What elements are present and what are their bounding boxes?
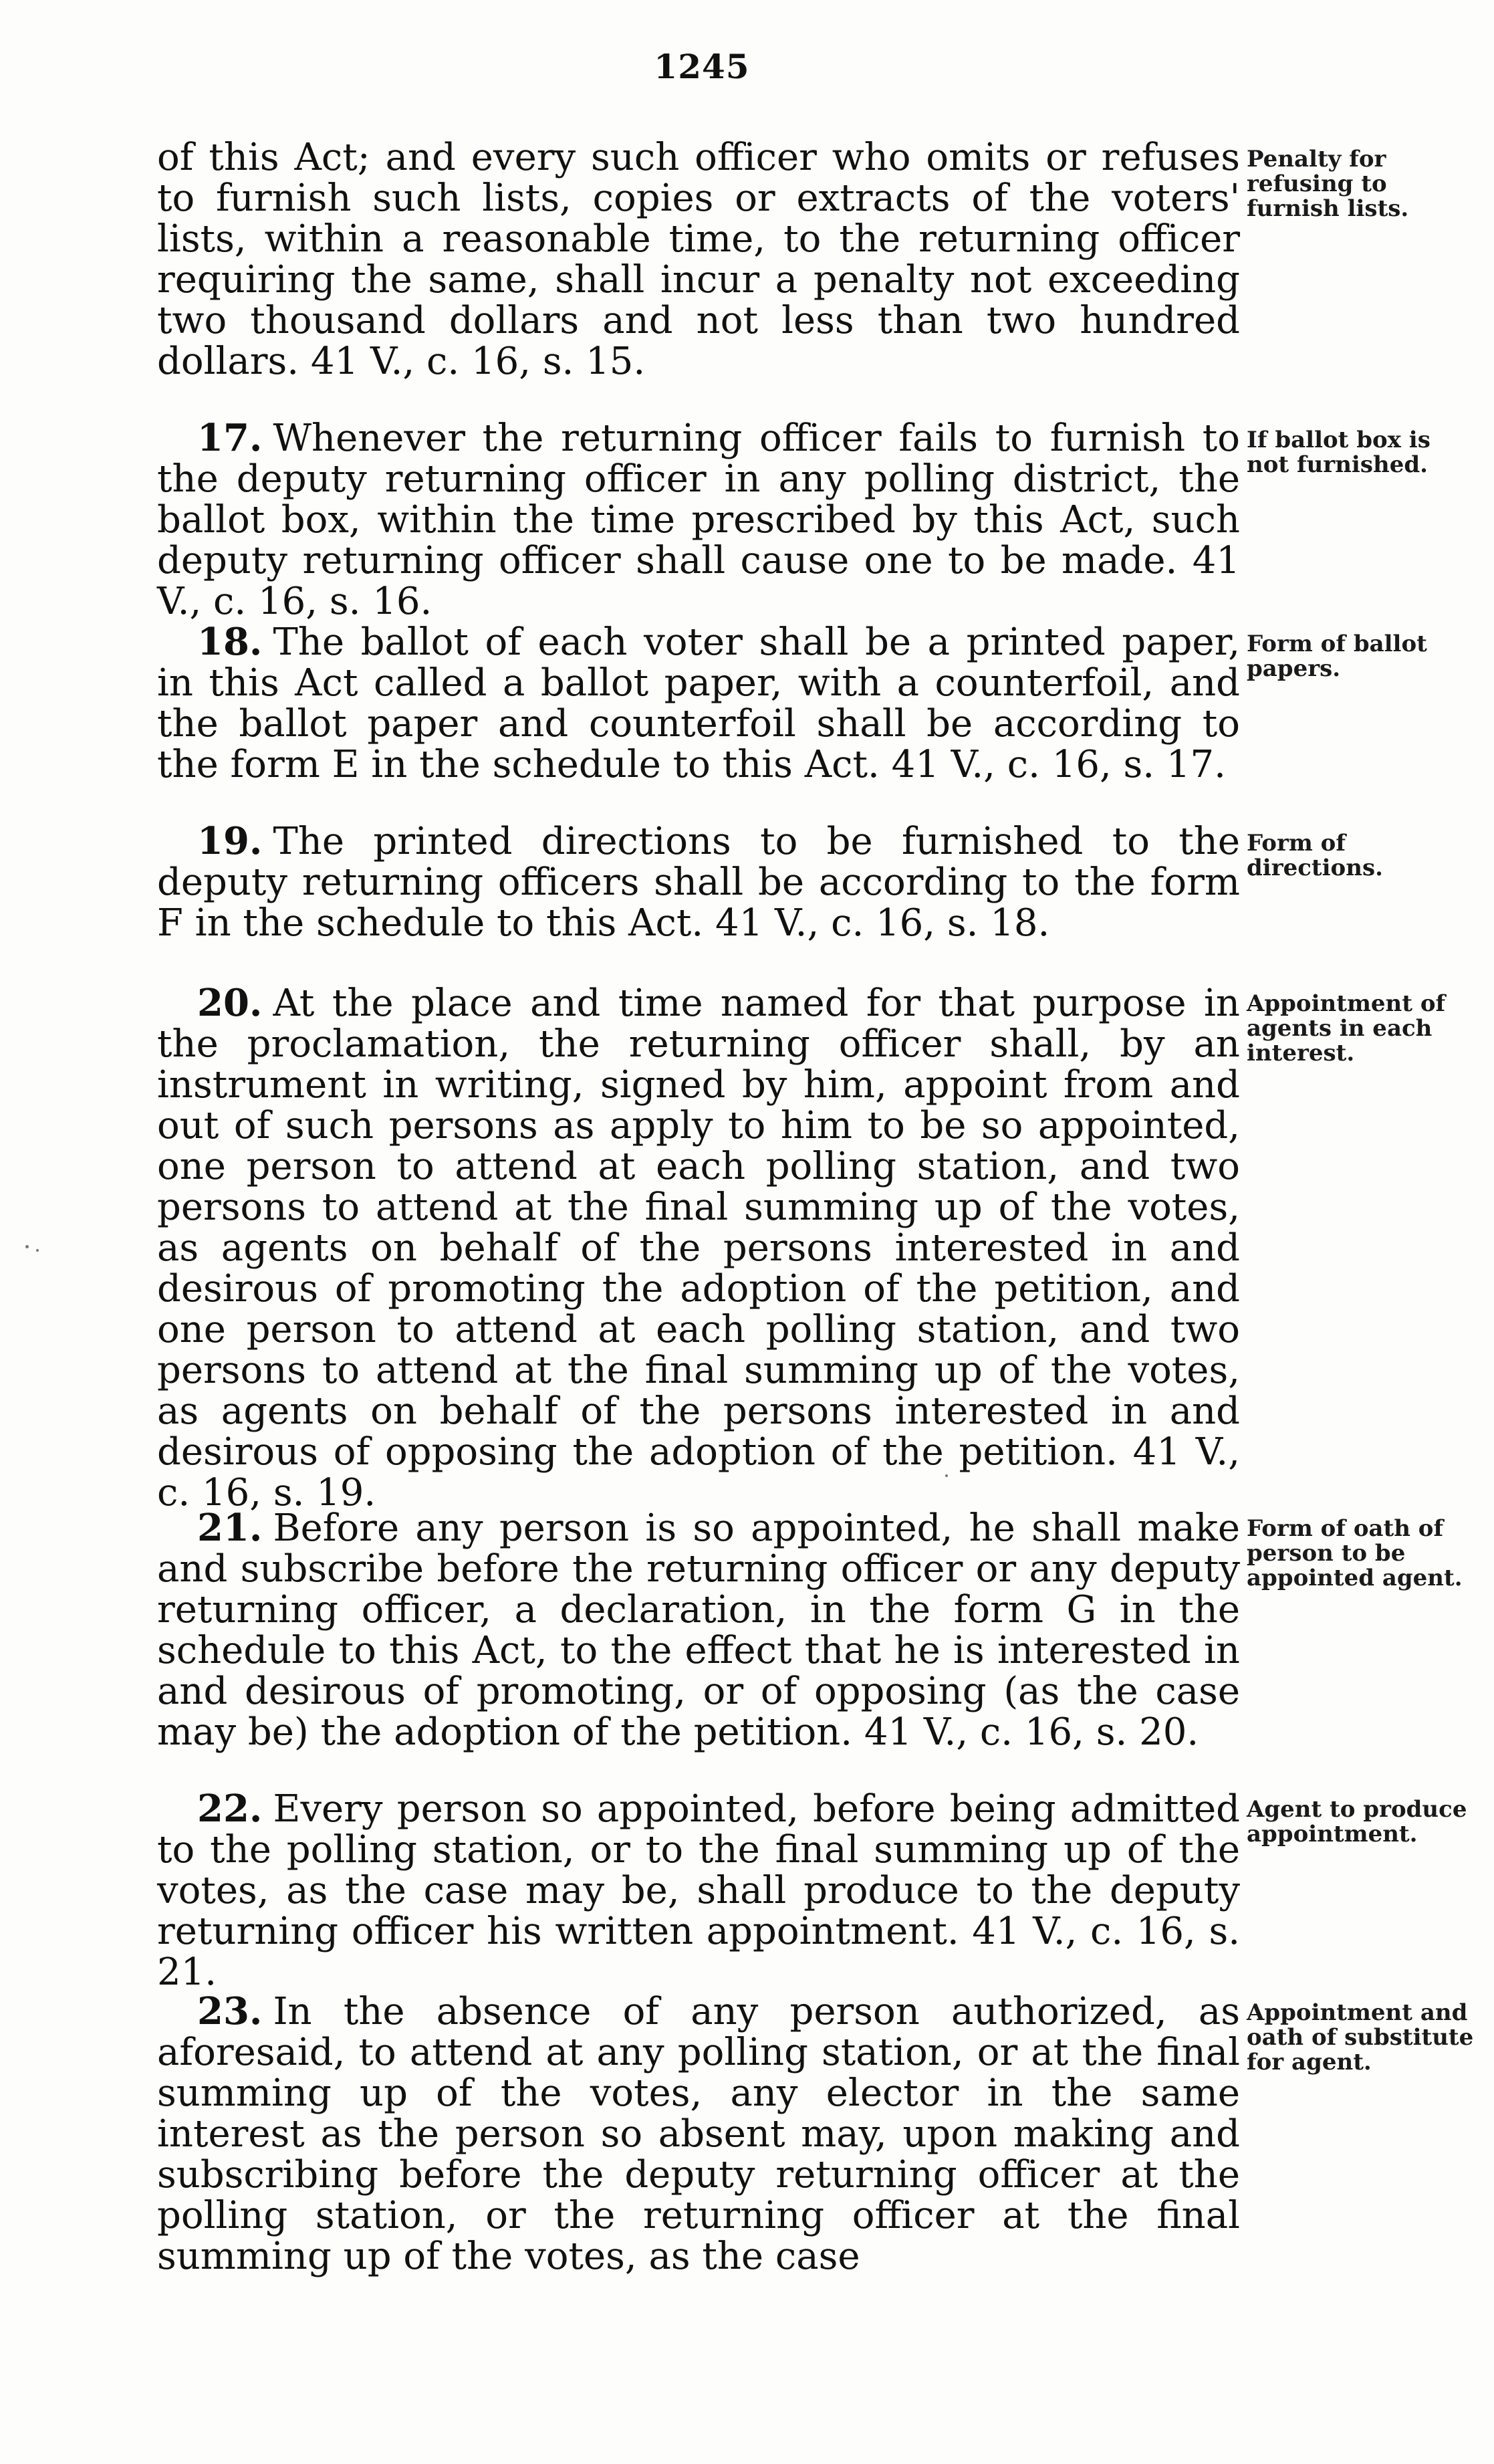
section-number: 21. (197, 1506, 263, 1550)
section-17 (157, 418, 1240, 622)
section-continuation (157, 137, 1240, 382)
margin-note-penalty: Penalty for refusing to furnish lists. (1247, 146, 1409, 222)
margin-note-substitute-agent: Appointment and oath of substitute for agent. (1247, 1999, 1474, 2076)
scan-speck (25, 1245, 29, 1248)
scan-speck (945, 1474, 948, 1477)
section-18 (157, 622, 1240, 785)
section-20 (157, 983, 1240, 1513)
margin-note-oath-agent: Form of oath of person to be appointed agent. (1247, 1515, 1463, 1591)
section-number: 17. (197, 416, 263, 460)
scan-speck (36, 1249, 39, 1252)
section-number: 18. (197, 620, 263, 664)
margin-note-ballot-papers: Form of ballot papers. (1247, 631, 1427, 682)
section-text: Every person so appointed, before being admitted to the polling station, or to the final summing up of the votes, as the case may be, shall produce to the deputy returning officer his written appointment. 41 V., c. 16, s. 21. (157, 1787, 1240, 1994)
section-text: of this Act; and every such officer who omits or refuses to furnish such lists, copies or extracts of the voters' lists, within a reasonable time, to the returning officer requiring the same, shall incur a penalty not exceeding two thousand dollars and not less than two hundred dollars. 41 V., c. 16, s. 15. (157, 136, 1240, 383)
section-23 (157, 1991, 1240, 2277)
section-number: 20. (197, 981, 263, 1025)
section-19 (157, 821, 1240, 943)
section-number: 19. (197, 819, 263, 863)
margin-note-produce-appointment: Agent to produce appointment. (1247, 1796, 1467, 1847)
section-text: The ballot of each voter shall be a printed paper, in this Act called a ballot paper, with a counterfoil, and the ballot paper and counterfoil shall be according to the form E in the schedule to this Act. 41 V., c. 16, s. 17. (157, 621, 1240, 786)
section-text: At the place and time named for that purpose in the proclamation, the returning officer shall, by an instrument in writing, signed by him, appoint from and out of such persons as apply to him to be so appointed, one person to attend at each polling station, and two persons to attend at the final summing up of the votes, as agents on behalf of the persons interested in and desirous of promoting the adoption of the petition, and one person to attend at each polling station, and two persons to attend at the final summing up of the votes, as agents on behalf of the persons interested in and desirous of opposing the adoption of the petition. 41 V., c. 16, s. 19. (157, 982, 1240, 1515)
section-number: 22. (197, 1787, 263, 1831)
section-text: The printed directions to be furnished to the deputy returning officers shall be according to the form F in the schedule to this Act. 41 V., c. 16, s. 18. (157, 820, 1240, 945)
section-text: Whenever the returning officer fails to furnish to the deputy returning officer in any polling district, the ballot box, within the time prescribed by this Act, such deputy returning officer shall cause one to be made. 41 V., c. 16, s. 16. (157, 417, 1240, 623)
margin-note-directions: Form of directions. (1247, 830, 1383, 881)
section-22 (157, 1789, 1240, 1993)
page-number: 1245 (654, 47, 750, 86)
margin-note-ballot-box: If ballot box is not furnished. (1247, 427, 1430, 478)
section-21 (157, 1508, 1240, 1753)
section-text: Before any person is so appointed, he shall make and subscribe before the returning officer or any deputy returning officer, a declaration, in the form G in the schedule to this Act, to the effect that he is interested in and desirous of promoting, or of opposing (as the case may be) the adoption of the petition. 41 V., c. 16, s. 20. (157, 1506, 1240, 1754)
section-number: 23. (197, 1989, 263, 2033)
margin-note-appointment-agents: Appointment of agents in each interest. (1247, 990, 1446, 1067)
section-text: In the absence of any person authorized, as aforesaid, to attend at any polling station, or at the final summing up of the votes, any elector in the same interest as the person so absent may, upon making and subscribing before the deputy returning officer at the polling station, or the returning officer at the final summing up of the votes, as the case (157, 1990, 1240, 2278)
